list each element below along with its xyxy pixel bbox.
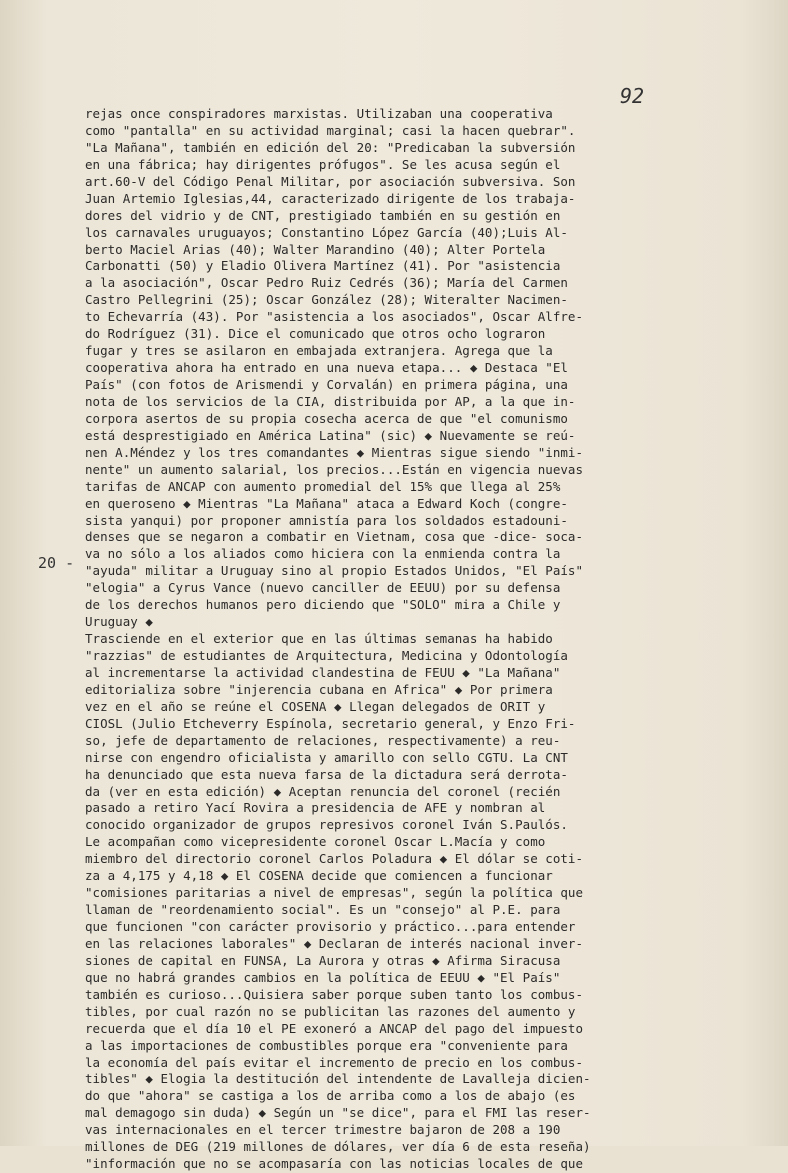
page-number: 92 <box>620 84 645 108</box>
text-line: siones de capital en FUNSA, La Aurora y otras ◆ Afirma Siracusa <box>85 952 561 968</box>
text-line: "La Mañana", también en edición del 20: "Predicaban la subversión <box>85 139 576 155</box>
text-line: al incrementarse la actividad clandestina de FEUU ◆ "La Mañana" <box>85 664 561 680</box>
text-line: za a 4,175 y 4,18 ◆ El COSENA decide que comiencen a funcionar <box>85 868 553 884</box>
text-line: do que "ahora" se castiga a los de arriba como a los de abajo (es <box>85 1088 576 1104</box>
text-line: País" (con fotos de Arismendi y Corvalán) en primera página, una <box>85 377 568 392</box>
text-line: recuerda que el día 10 el PE exoneró a ANCAP del pago del impuesto <box>85 1020 584 1036</box>
text-line: nota de los servicios de la CIA, distribuida por AP, a la que in- <box>85 393 576 409</box>
text-line: sista yanqui) por proponer amnistía para los soldados estadouni- <box>85 512 568 528</box>
text-line: "comisiones paritarias a nivel de empresas", según la política que <box>85 885 584 901</box>
text-line: a la asociación", Oscar Pedro Ruiz Cedrés (36); María del Carmen <box>85 275 568 291</box>
text-line: so, jefe de departamento de relaciones, respectivamente) a reu- <box>85 732 561 748</box>
text-line: mal demagogo sin duda) ◆ Según un "se dice", para el FMI las reser- <box>85 1105 591 1121</box>
text-line: CIOSL (Julio Etcheverry Espínola, secretario general, y Enzo Fri- <box>85 715 576 731</box>
text-line: en las relaciones laborales" ◆ Declaran de interés nacional inver- <box>85 935 584 951</box>
text-line: vez en el año se reúne el COSENA ◆ Llegan delegados de ORIT y <box>85 698 546 714</box>
text-line: vas internacionales en el tercer trimestre bajaron de 208 a 190 <box>85 1122 561 1138</box>
text-line: de los derechos humanos pero diciendo que "SOLO" mira a Chile y <box>85 597 561 613</box>
text-line: Le acompañan como vicepresidente coronel Oscar L.Macía y como <box>85 834 546 850</box>
text-line: fugar y tres se asilaron en embajada extranjera. Agrega que la <box>85 343 553 359</box>
text-line: "razzias" de estudiantes de Arquitectura, Medicina y Odontología <box>85 648 568 663</box>
text-line: "ayuda" militar a Uruguay sino al propio Estados Unidos, "El País" <box>85 563 584 579</box>
text-line: to Echevarría (43). Por "asistencia a los asociados", Oscar Alfre- <box>85 309 584 325</box>
text-line: Juan Artemio Iglesias,44, caracterizado dirigente de los trabaja- <box>85 190 576 206</box>
text-line: conocido organizador de grupos represivos coronel Iván S.Paulós. <box>85 817 568 833</box>
text-line: como "pantalla" en su actividad marginal; casi la hacen quebrar". <box>85 122 576 138</box>
text-line: la economía del país evitar el incremento de precio en los combus- <box>85 1054 584 1070</box>
text-line: tibles, por cual razón no se publicitan las razones del aumento y <box>85 1003 576 1019</box>
text-line: editorializa sobre "injerencia cubana en Africa" ◆ Por primera <box>85 681 553 697</box>
text-line: nirse con engendro oficialista y amarillo con sello CGTU. La CNT <box>85 749 568 765</box>
text-line: los carnavales uruguayos; Constantino López García (40);Luis Al- <box>85 224 568 240</box>
text-line: Trasciende en el exterior que en las últimas semanas ha habido <box>85 631 553 647</box>
margin-date-mark: 20 - <box>38 554 75 572</box>
text-line: art.60-V del Código Penal Militar, por asociación subversiva. Son <box>85 173 576 189</box>
text-line: también es curioso...Quisiera saber porque suben tanto los combus- <box>85 986 584 1002</box>
text-line: "información que no se acompasaría con las noticias locales de que <box>85 1156 584 1172</box>
text-line: dores del vidrio y de CNT, prestigiado también en su gestión en <box>85 207 561 223</box>
typewritten-body <box>85 106 685 1173</box>
text-line: Carbonatti (50) y Eladio Olivera Martínez (41). Por "asistencia <box>85 258 561 274</box>
text-line: rejas once conspiradores marxistas. Utilizaban una cooperativa <box>85 106 553 121</box>
text-line: berto Maciel Arias (40); Walter Marandino (40); Alter Portela <box>85 241 546 257</box>
text-line: tarifas de ANCAP con aumento promedial del 15% que llega al 25% <box>85 478 561 494</box>
text-line: "elogia" a Cyrus Vance (nuevo canciller de EEUU) por su defensa <box>85 580 561 596</box>
text-line: denses que se negaron a combatir en Vietnam, cosa que -dice- soca- <box>85 529 584 545</box>
text-line: llaman de "reordenamiento social". Es un "consejo" al P.E. para <box>85 902 561 918</box>
text-line: que no habrá grandes cambios en la política de EEUU ◆ "El País" <box>85 969 561 985</box>
text-line: que funcionen "con carácter provisorio y práctico...para entender <box>85 919 576 934</box>
text-line: nente" un aumento salarial, los precios...Están en vigencia nuevas <box>85 461 584 477</box>
text-line: tibles" ◆ Elogia la destitución del intendente de Lavalleja dicien- <box>85 1071 591 1087</box>
text-line: da (ver en esta edición) ◆ Aceptan renuncia del coronel (recién <box>85 783 561 799</box>
text-line: en una fábrica; hay dirigentes prófugos". Se les acusa según el <box>85 156 561 172</box>
text-line: nen A.Méndez y los tres comandantes ◆ Mientras sigue siendo "inmi- <box>85 444 584 460</box>
text-line: corpora asertos de su propia cosecha acerca de que "el comunismo <box>85 410 568 426</box>
text-line: millones de DEG (219 millones de dólares, ver día 6 de esta reseña) <box>85 1139 591 1155</box>
text-line: Uruguay ◆ <box>85 614 153 630</box>
text-line: Castro Pellegrini (25); Oscar González (28); Witeralter Nacimen- <box>85 292 568 308</box>
text-line: ha denunciado que esta nueva farsa de la dictadura será derrota- <box>85 766 568 782</box>
text-line: cooperativa ahora ha entrado en una nueva etapa... ◆ Destaca "El <box>85 360 568 376</box>
text-line: está desprestigiado en América Latina" (sic) ◆ Nuevamente se reú- <box>85 427 576 443</box>
text-line: va no sólo a los aliados como hiciera con la enmienda contra la <box>85 546 561 562</box>
text-line: miembro del directorio coronel Carlos Poladura ◆ El dólar se coti- <box>85 851 584 867</box>
text-line: do Rodríguez (31). Dice el comunicado que otros ocho lograron <box>85 326 546 342</box>
text-line: pasado a retiro Yací Rovira a presidencia de AFE y nombran al <box>85 800 546 816</box>
text-line: en queroseno ◆ Mientras "La Mañana" ataca a Edward Koch (congre- <box>85 495 568 511</box>
text-line: a las importaciones de combustibles porque era "conveniente para <box>85 1037 568 1053</box>
